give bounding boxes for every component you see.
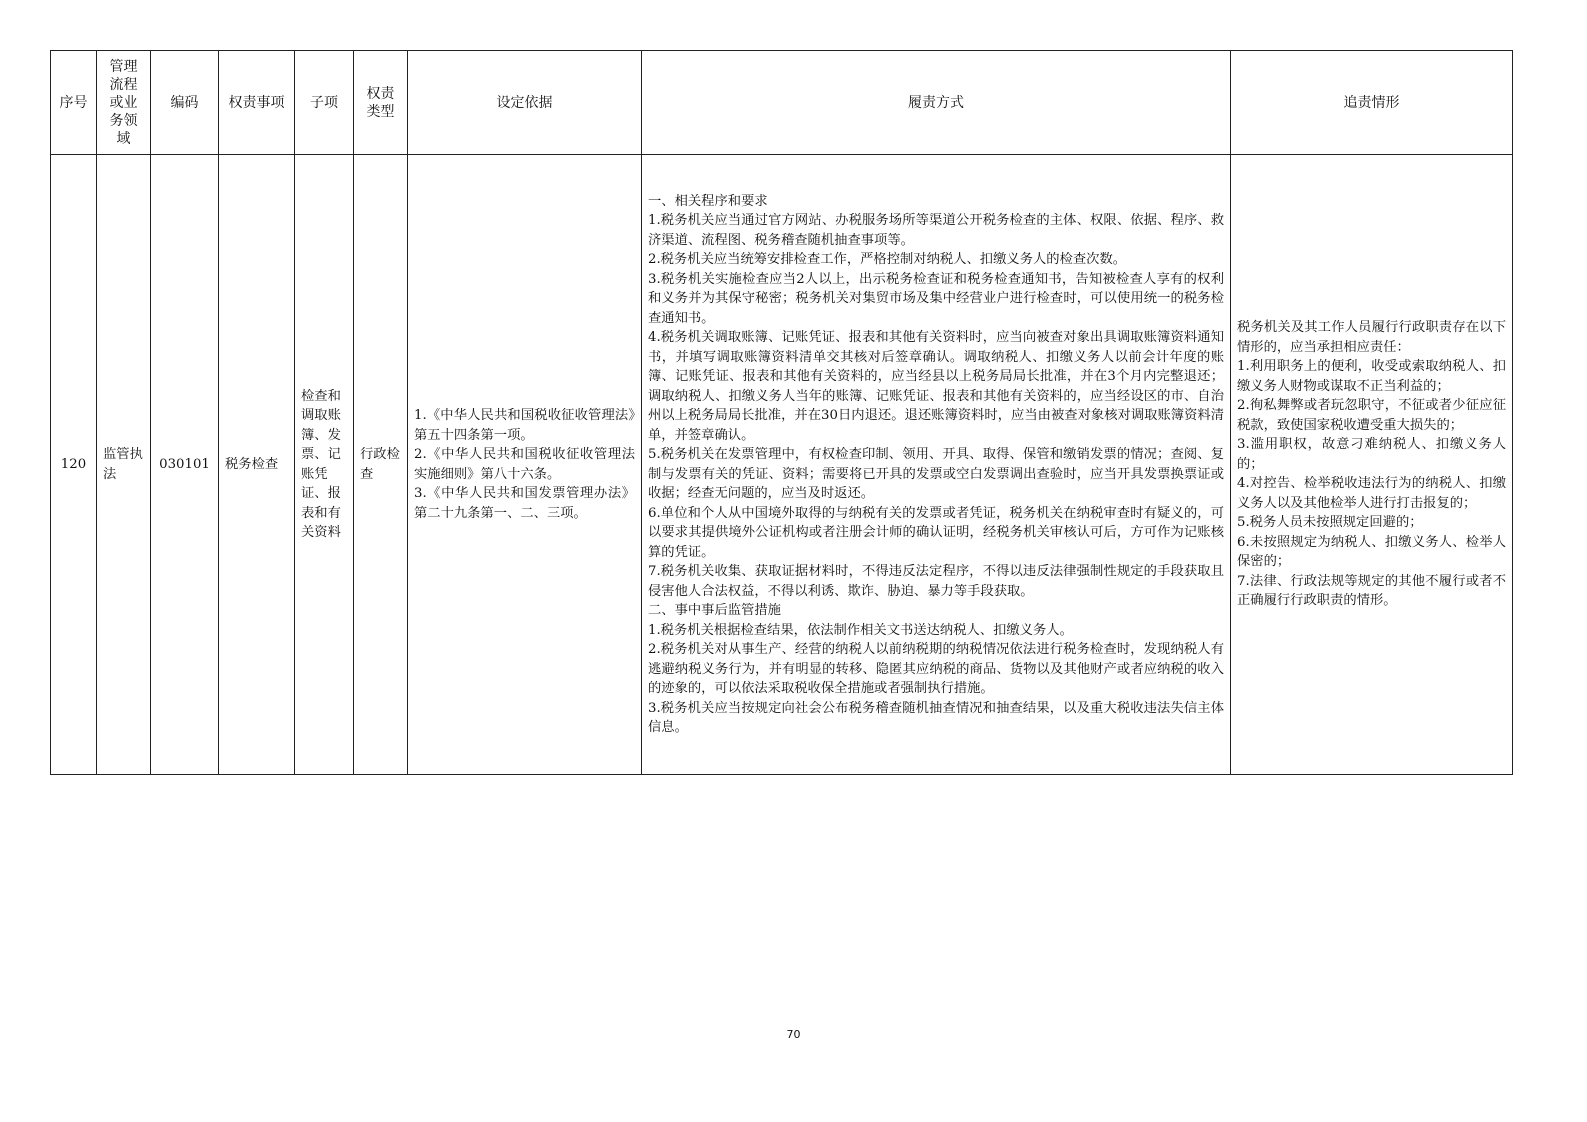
cell-type: 行政检查 <box>354 155 408 775</box>
header-type: 权责类型 <box>354 51 408 155</box>
method-heading: 一、相关程序和要求 <box>648 193 768 209</box>
method-item: 1.税务机关根据检查结果，依法制作相关文书送达纳税人、扣缴义务人。 <box>648 622 1073 638</box>
cell-subitem: 检查和调取账簿、发票、记账凭证、报表和有关资料 <box>295 155 354 775</box>
method-item: 6.单位和个人从中国境外取得的与纳税有关的发票或者凭证，税务机关在纳税审查时有疑义的，可以要求其提供境外公证机构或者注册会计师的确认证明，经税务机关审核认可后，方可作为记账核算的凭证。 <box>648 505 1224 560</box>
method-item: 7.税务机关收集、获取证据材料时，不得违反法定程序，不得以违反法律强制性规定的手段获取且侵害他人合法权益，不得以利诱、欺诈、胁迫、暴力等手段获取。 <box>648 564 1224 599</box>
method-item: 3.税务机关应当按规定向社会公布税务稽查随机抽查情况和抽查结果，以及重大税收违法失信主体信息。 <box>648 700 1224 735</box>
header-method: 履责方式 <box>642 51 1231 155</box>
accountability-item: 3.滥用职权，故意刁难纳税人、扣缴义务人的； <box>1237 437 1506 472</box>
header-basis: 设定依据 <box>408 51 642 155</box>
method-item: 5.税务机关在发票管理中，有权检查印制、领用、开具、取得、保管和缴销发票的情况；查阅、复制与发票有关的凭证、资料；需要将已开具的发票或空白发票调出查验时，应当开具发票换票证或收据；经查无问题的，应当及时返还。 <box>648 447 1224 501</box>
method-item: 4.税务机关调取账簿、记账凭证、报表和其他有关资料时，应当向被查对象出具调取账簿资料通知书，并填写调取账簿资料清单交其核对后签章确认。调取纳税人、扣缴义务人以前会计年度的账簿、记账凭证、报表和其他有关资料的，应当经县以上税务局局长批准，并在3个月内完整退还；调取纳税人、扣缴义务人当年的账簿、记账凭证、报表和其他有关资料的，应当经设区的市、自治州以上税务局局长批准，并在30日内退还。退还账簿资料时，应当由被查对象核对调取账簿资料清单，并签章确认。 <box>648 330 1224 443</box>
basis-item: 1.《中华人民共和国税收征收管理法》第五十四条第一项。 <box>414 408 635 443</box>
method-item: 2.税务机关应当统筹安排检查工作，严格控制对纳税人、扣缴义务人的检查次数。 <box>648 252 1127 267</box>
header-field: 管理流程或业务领域 <box>97 51 151 155</box>
basis-item: 3.《中华人民共和国发票管理办法》第二十九条第一、二、三项。 <box>414 486 635 521</box>
cell-field: 监管执法 <box>97 155 151 775</box>
page-number: 70 <box>786 1028 801 1041</box>
method-item: 2.税务机关对从事生产、经营的纳税人以前纳税期的纳税情况依法进行税务检查时，发现纳税人有逃避纳税义务行为，并有明显的转移、隐匿其应纳税的商品、货物以及其他财产或者应纳税的收入的迹象的，可以依法采取税收保全措施或者强制执行措施。 <box>648 642 1224 696</box>
accountability-item: 7.法律、行政法规等规定的其他不履行或者不正确履行行政职责的情形。 <box>1237 573 1506 609</box>
header-row <box>51 51 1513 155</box>
accountability-item: 1.利用职务上的便利，收受或索取纳税人、扣缴义务人财物或谋取不正当利益的； <box>1237 359 1506 394</box>
basis-item: 2.《中华人民共和国税收征收管理法实施细则》第八十六条。 <box>414 447 635 482</box>
header-accountability: 追责情形 <box>1231 51 1513 155</box>
accountability-item: 5.税务人员未按照规定回避的； <box>1237 515 1423 531</box>
accountability-item: 6.未按照规定为纳税人、扣缴义务人、检举人保密的； <box>1237 534 1506 570</box>
method-item: 3.税务机关实施检查应当2人以上，出示税务检查证和税务检查通知书，告知被检查人享有的权利和义务并为其保守秘密；税务机关对集贸市场及集中经营业户进行检查时，可以使用统一的税务检查通知书。 <box>648 271 1224 326</box>
cell-accountability <box>1231 155 1513 775</box>
cell-method <box>642 155 1231 775</box>
method-heading: 二、事中事后监管措施 <box>648 603 781 618</box>
accountability-item: 4.对控告、检举税收违法行为的纳税人、扣缴义务人以及其他检举人进行打击报复的； <box>1237 476 1506 511</box>
accountability-item: 2.徇私舞弊或者玩忽职守，不征或者少征应征税款，致使国家税收遭受重大损失的； <box>1237 398 1506 433</box>
header-subitem: 子项 <box>295 51 354 155</box>
header-item: 权责事项 <box>219 51 295 155</box>
duty-table <box>50 50 1513 775</box>
cell-seq: 120 <box>51 155 97 775</box>
table-row <box>51 155 1513 775</box>
header-code: 编码 <box>151 51 219 155</box>
method-item: 1.税务机关应当通过官方网站、办税服务场所等渠道公开税务检查的主体、权限、依据、程序、救济渠道、流程图、税务稽查随机抽查事项等。 <box>648 213 1224 248</box>
cell-item: 税务检查 <box>219 155 295 775</box>
accountability-intro: 税务机关及其工作人员履行行政职责存在以下情形的，应当承担相应责任： <box>1237 320 1506 355</box>
header-seq: 序号 <box>51 51 97 155</box>
cell-code: 030101 <box>151 155 219 775</box>
cell-basis <box>408 155 642 775</box>
